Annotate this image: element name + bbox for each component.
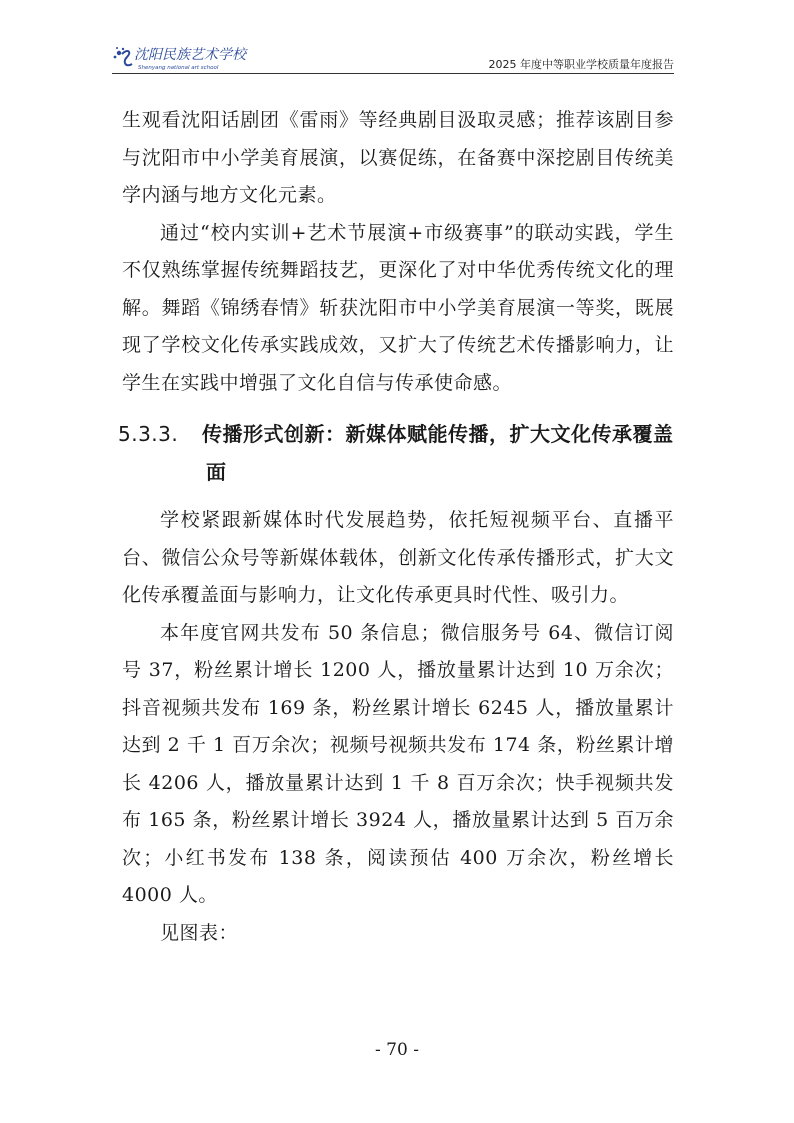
main-content bbox=[118, 102, 674, 952]
logo-subtext: Shenyang national art school bbox=[138, 65, 219, 71]
paragraph-new-media: 学校紧跟新媒体时代发展趋势，依托短视频平台、直播平台、微信公众号等新媒体载体，创新文化传承传播形式，扩大文化传承覆盖面与影响力，让文化传承更具时代性、吸引力。 bbox=[122, 509, 674, 606]
page-header bbox=[112, 40, 674, 74]
section-title: 传播形式创新：新媒体赋能传播，扩大文化传承覆盖面 bbox=[202, 422, 674, 484]
logo-text: 沈阳民族艺术学校 bbox=[134, 47, 246, 63]
paragraph-practice: 通过“校内实训+艺术节展演+市级赛事”的联动实践，学生不仅熟练掌握传统舞蹈技艺，更深化了对中华优秀传统文化的理解。舞蹈《锦绣春情》斩获沈阳市中小学美育展演一等奖，既展现了学校文化传承实践成效，又扩大了传统艺术传播影响力，让学生在实践中增强了文化自信与传承使命感。 bbox=[122, 221, 674, 394]
school-logo bbox=[112, 42, 252, 72]
section-heading bbox=[118, 415, 674, 491]
section-number: 5.3.3. bbox=[118, 422, 179, 446]
paragraph-statistics: 本年度官网共发布 50 条信息；微信服务号 64、微信订阅号 37，粉丝累计增长 1200 人，播放量累计达到 10 万余次；抖音视频共发布 169 条，粉丝累计增长 6245 人，播放量累计达到 2 千 1 百万余次；视频号视频共发布 174 条，粉丝累计增长 4206 人，播放量累计达到 1 千 8 百万余次；快手视频共发布 165 条，粉丝累计增长 3924 人，播放量累计达到 5 百万余次；小红书发布 138 条，阅读预估 400 万余次，粉丝增长 4000 人。 bbox=[122, 621, 674, 906]
report-title: 2025 年度中等职业学校质量年度报告 bbox=[488, 58, 674, 71]
school-logo-icon bbox=[112, 42, 252, 72]
paragraph-see-chart: 见图表： bbox=[160, 921, 239, 944]
paragraph-continuation: 生观看沈阳话剧团《雷雨》等经典剧目汲取灵感；推荐该剧目参与沈阳市中小学美育展演，以赛促练，在备赛中深挖剧目传统美学内涵与地方文化元素。 bbox=[122, 109, 674, 206]
header-divider bbox=[112, 73, 674, 74]
page-number: - 70 - bbox=[375, 1040, 419, 1060]
